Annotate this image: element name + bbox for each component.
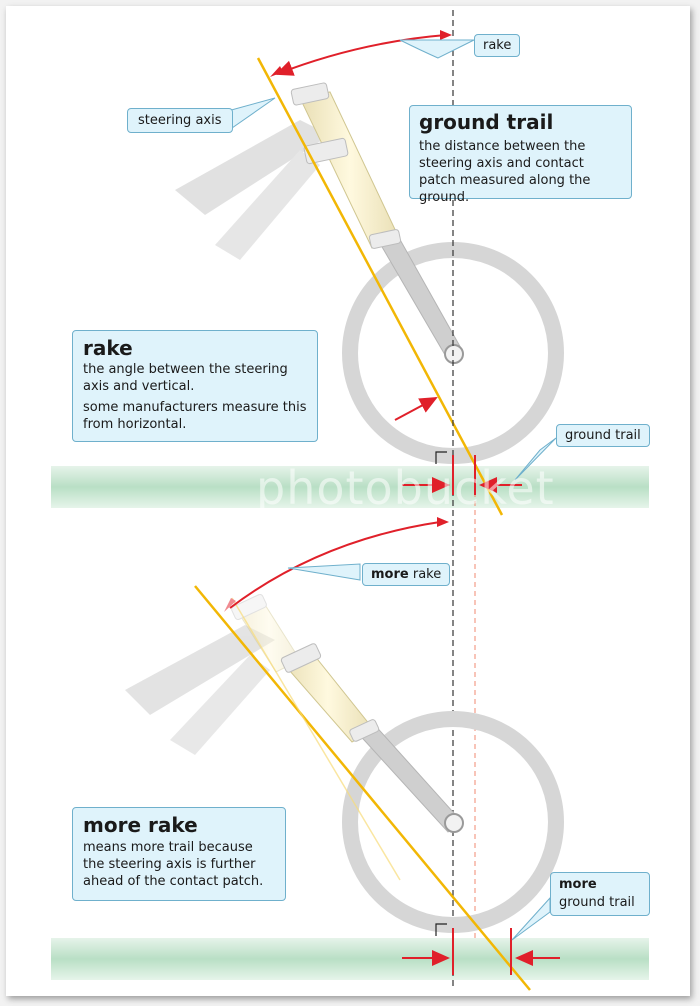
ground-trail-callout-title: ground trail [419, 110, 554, 134]
bottom-steering-axis-line [195, 586, 530, 990]
rake-callout-body-1: the angle between the steering axis and vertical. [83, 362, 288, 394]
more-rake-tag-bold: more [371, 567, 409, 582]
steering-axis-tag [127, 108, 233, 133]
rake-tag [474, 34, 520, 57]
ground-trail-callout-body: the distance between the steering axis and contact patch measured along the ground. [419, 139, 591, 205]
rake-callout-title: rake [83, 336, 133, 360]
steering-axis-tag-text: steering axis [138, 113, 222, 128]
rake-callout-body-2: some manufacturers measure this from horizontal. [83, 400, 307, 432]
ground-trail-callout [409, 105, 632, 205]
ground-trail-tag-text: ground trail [565, 428, 641, 443]
more-ground-trail-tag-text: ground trail [559, 895, 635, 910]
more-rake-callout [72, 807, 286, 901]
watermark: photobucket [256, 461, 555, 515]
bottom-bike-frame [125, 625, 275, 755]
more-rake-tag-text: rake [408, 567, 442, 582]
more-rake-tag [362, 563, 450, 586]
top-bike-frame [175, 120, 330, 260]
more-rake-callout-body: means more trail because the steering axis is further ahead of the contact patch. [83, 840, 264, 889]
more-ground-trail-tag-bold: more [559, 877, 597, 892]
rake-tag-text: rake [483, 38, 512, 53]
rake-pointer-arrow [395, 398, 436, 420]
rake-callout [72, 330, 318, 442]
more-rake-callout-title: more rake [83, 813, 198, 837]
more-ground-trail-tag [550, 872, 650, 916]
rake-tag-pointer [400, 40, 474, 58]
diagram-sheet [6, 6, 690, 996]
ground-trail-tag [556, 424, 650, 447]
